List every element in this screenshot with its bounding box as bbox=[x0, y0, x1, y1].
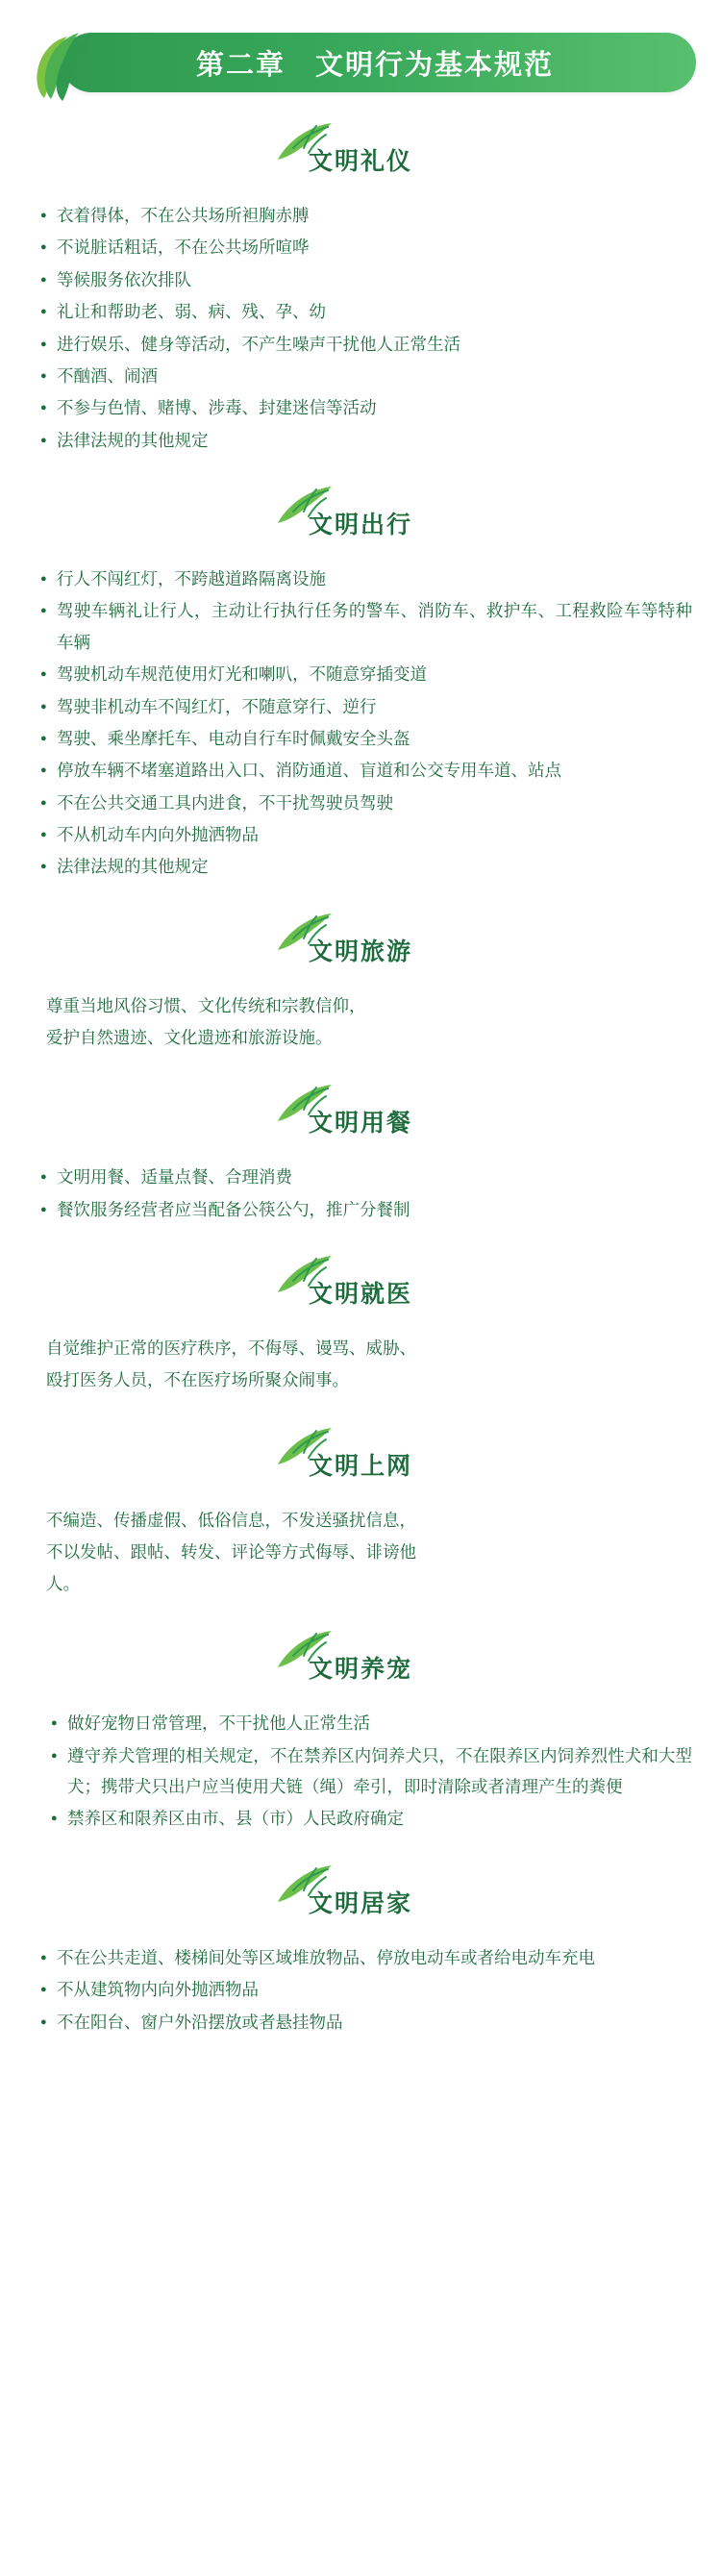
list-item: ● 进行娱乐、健身等活动，不产生噪声干扰他人正常生活 bbox=[40, 329, 692, 360]
list-item: ● 法律法规的其他规定 bbox=[40, 425, 692, 456]
section-medical bbox=[0, 1254, 721, 1397]
section-dining bbox=[0, 1083, 721, 1225]
section-heading bbox=[0, 1426, 721, 1491]
section-title: 文明就医 bbox=[308, 1281, 412, 1308]
section-tourism bbox=[0, 912, 721, 1055]
list-item: ● 驾驶、乘坐摩托车、电动自行车时佩戴安全头盔 bbox=[40, 723, 692, 754]
list-item: ● 餐饮服务经营者应当配备公筷公勺，推广分餐制 bbox=[40, 1194, 692, 1225]
list-item: ● 礼让和帮助老、弱、病、残、孕、幼 bbox=[40, 296, 692, 327]
section-body bbox=[0, 1162, 721, 1225]
section-heading bbox=[0, 121, 721, 187]
section-heading bbox=[0, 1254, 721, 1319]
section-home bbox=[0, 1863, 721, 2038]
list-item: ● 停放车辆不堵塞道路出入口、消防通道、盲道和公交专用车道、站点 bbox=[40, 755, 692, 786]
paragraph-line: 爱护自然遗迹、文化遗迹和旅游设施。 bbox=[46, 1028, 333, 1047]
section-body bbox=[0, 1505, 721, 1601]
paragraph-line: 不以发帖、跟帖、转发、评论等方式侮辱、诽谤他 bbox=[46, 1541, 416, 1562]
section-body bbox=[0, 1333, 721, 1397]
list-item: ● 不从机动车内向外抛洒物品 bbox=[40, 819, 692, 850]
list-item: ● 不从建筑物内向外抛洒物品 bbox=[40, 1974, 692, 2005]
section-heading bbox=[0, 1083, 721, 1148]
list-item: ● 不在阳台、窗户外沿摆放或者悬挂物品 bbox=[40, 2007, 692, 2038]
bullet-list bbox=[40, 1942, 692, 2038]
list-item: ● 不酗酒、闹酒 bbox=[40, 361, 692, 391]
section-title: 文明上网 bbox=[308, 1452, 412, 1480]
section-heading bbox=[0, 1629, 721, 1694]
list-item: ● 驾驶非机动车不闯红灯，不随意穿行、逆行 bbox=[40, 691, 692, 722]
section-title: 文明养宠 bbox=[308, 1656, 412, 1684]
section-internet bbox=[0, 1426, 721, 1601]
list-item: ● 不在公共交通工具内进食，不干扰驾驶员驾驶 bbox=[40, 788, 692, 818]
section-title: 文明旅游 bbox=[308, 938, 412, 965]
list-item: ● 文明用餐、适量点餐、合理消费 bbox=[40, 1162, 692, 1192]
list-item: ● 遵守养犬管理的相关规定，不在禁养区内饲养犬只，不在限养区内饲养烈性犬和大型犬；携带犬只出户应当使用犬链（绳）牵引，即时清除或者清理产生的粪便 bbox=[40, 1740, 692, 1803]
paragraph-line: 尊重当地风俗习惯、文化传统和宗教信仰， bbox=[46, 995, 366, 1015]
paragraph-line: 殴打医务人员，不在医疗场所聚众闹事。 bbox=[46, 1370, 349, 1390]
page-title: 第二章 文明行为基本规范 bbox=[195, 49, 554, 81]
list-item: ● 不在公共走道、楼梯间处等区域堆放物品、停放电动车或者给电动车充电 bbox=[40, 1942, 692, 1973]
section-title: 文明出行 bbox=[308, 512, 412, 538]
paragraph-line: 人。 bbox=[46, 1574, 80, 1593]
chapter-banner bbox=[25, 33, 696, 92]
paragraph-line: 自觉维护正常的医疗秩序，不侮辱、谩骂、威胁、 bbox=[46, 1338, 416, 1358]
list-item: ● 驾驶车辆礼让行人，主动让行执行任务的警车、消防车、救护车、工程救险车等特种车辆 bbox=[40, 595, 692, 658]
bullet-list bbox=[40, 200, 692, 456]
list-item: ● 衣着得体，不在公共场所袒胸赤膊 bbox=[40, 200, 692, 231]
section-body bbox=[0, 990, 721, 1055]
bullet-list bbox=[40, 1162, 692, 1225]
section-title: 文明礼仪 bbox=[308, 148, 412, 175]
section-body bbox=[0, 200, 721, 456]
paragraph-line: 不编造、传播虚假、低俗信息，不发送骚扰信息， bbox=[46, 1510, 416, 1530]
section-title: 文明用餐 bbox=[308, 1110, 412, 1138]
list-item: ● 法律法规的其他规定 bbox=[40, 851, 692, 882]
section-heading bbox=[0, 1863, 721, 1929]
section-title: 文明居家 bbox=[308, 1889, 412, 1917]
poster-page bbox=[0, 33, 721, 2576]
list-item: ● 驾驶机动车规范使用灯光和喇叭，不随意穿插变道 bbox=[40, 659, 692, 689]
section-body bbox=[0, 563, 721, 883]
list-item: ● 不说脏话粗话，不在公共场所喧哗 bbox=[40, 232, 692, 263]
section-heading bbox=[0, 485, 721, 550]
section-travel bbox=[0, 485, 721, 883]
bullet-list bbox=[40, 563, 692, 883]
bullet-list bbox=[40, 1708, 692, 1835]
list-item: ● 等候服务依次排队 bbox=[40, 264, 692, 295]
list-item: ● 不参与色情、赌博、涉毒、封建迷信等活动 bbox=[40, 392, 692, 423]
list-item: ● 做好宠物日常管理，不干扰他人正常生活 bbox=[40, 1708, 692, 1738]
section-pets bbox=[0, 1629, 721, 1835]
section-etiquette bbox=[0, 121, 721, 456]
list-item: ● 禁养区和限养区由市、县（市）人民政府确定 bbox=[40, 1803, 692, 1834]
section-heading bbox=[0, 912, 721, 977]
section-body bbox=[0, 1942, 721, 2038]
section-body bbox=[0, 1708, 721, 1835]
list-item: ● 行人不闯红灯，不跨越道路隔离设施 bbox=[40, 563, 692, 594]
